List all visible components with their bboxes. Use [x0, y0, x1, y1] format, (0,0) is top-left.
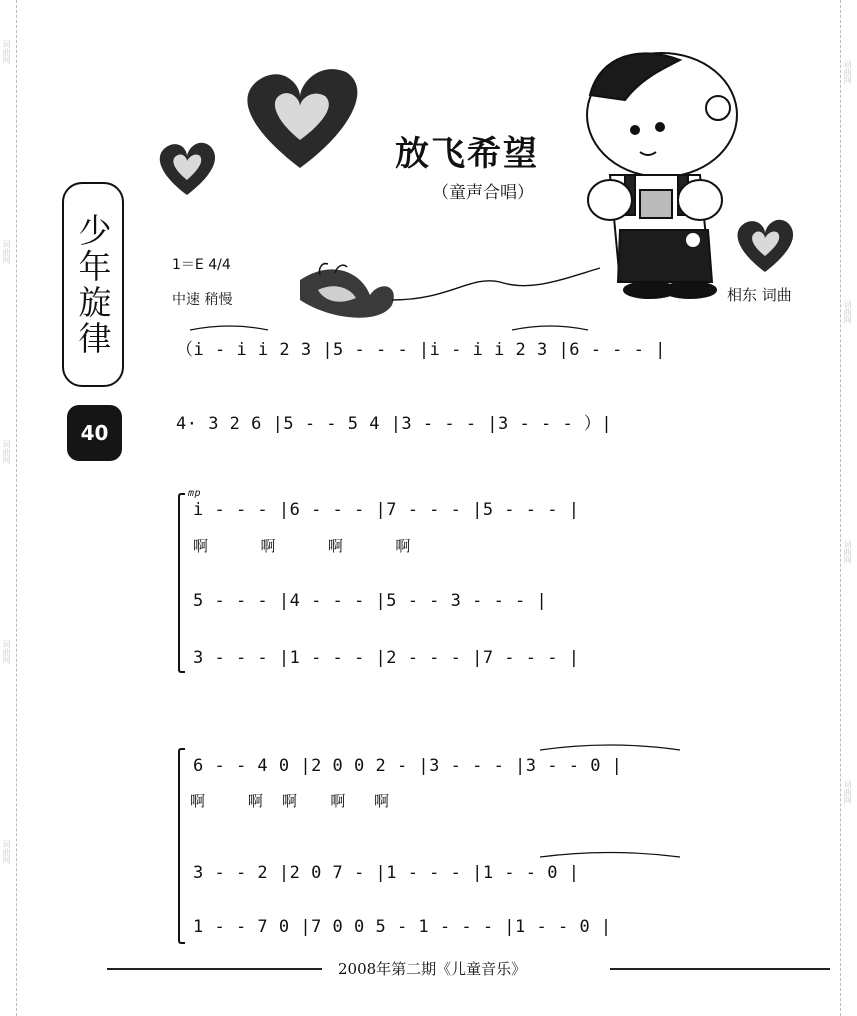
- tempo-marking: 中速 稍慢: [172, 292, 233, 308]
- voice-1-line: 6 - - 4 0 |2 0 0 2 - |3 - - - |3 - - 0 |: [193, 756, 623, 776]
- watermark-text: 词曲网: [2, 840, 11, 864]
- page-number-badge: [67, 405, 122, 461]
- intro-line-2: 4· 3 2 6 |5 - - 5 4 |3 - - - |3 - - - ）|: [176, 414, 613, 434]
- watermark-text: 词曲网: [2, 40, 11, 64]
- page-number: 40: [80, 421, 109, 445]
- voice-1-line: i - - - |6 - - - |7 - - - |5 - - - |: [193, 500, 580, 520]
- watermark-text: 词曲网: [2, 440, 11, 464]
- voice-2-line: 3 - - 2 |2 0 7 - |1 - - - |1 - - 0 |: [193, 863, 580, 883]
- watermark-text: 词曲网: [843, 540, 852, 564]
- intro-line-1: （i - i i 2 3 |5 - - - |i - i i 2 3 |6 - - - |: [176, 340, 666, 360]
- footer-rule-left: [107, 968, 322, 970]
- dynamic-mark: mp: [188, 488, 202, 499]
- series-label-box: [62, 182, 124, 387]
- lyrics-line: 啊 啊 啊 啊: [193, 537, 411, 555]
- lyrics-line: 啊 啊 啊 啊 啊: [190, 792, 389, 810]
- voice-3-line: 1 - - 7 0 |7 0 0 5 - 1 - - - |1 - - 0 |: [193, 917, 612, 937]
- watermark-text: 词曲网: [843, 300, 852, 324]
- key-signature: 1＝E 4/4: [172, 257, 231, 273]
- system-brace: [178, 748, 185, 944]
- watermark-text: 词曲网: [843, 60, 852, 84]
- song-subtitle: （童声合唱）: [432, 183, 534, 203]
- boy-figure-icon: [587, 53, 737, 298]
- watermark-text: 词曲网: [2, 640, 11, 664]
- footer-rule-right: [610, 968, 830, 970]
- butterfly-kite-icon: [300, 264, 600, 318]
- watermark-text: 词曲网: [843, 780, 852, 804]
- system-brace: [178, 493, 185, 673]
- composer-credit: 相东 词曲: [727, 286, 792, 304]
- series-label: 少年旋律: [73, 212, 113, 357]
- song-title: 放飞希望: [395, 134, 539, 174]
- voice-2-line: 5 - - - |4 - - - |5 - - 3 - - - |: [193, 591, 548, 611]
- watermark-text: 词曲网: [2, 240, 11, 264]
- footer-issue: 2008年第二期《儿童音乐》: [338, 960, 527, 978]
- voice-3-line: 3 - - - |1 - - - |2 - - - |7 - - - |: [193, 648, 580, 668]
